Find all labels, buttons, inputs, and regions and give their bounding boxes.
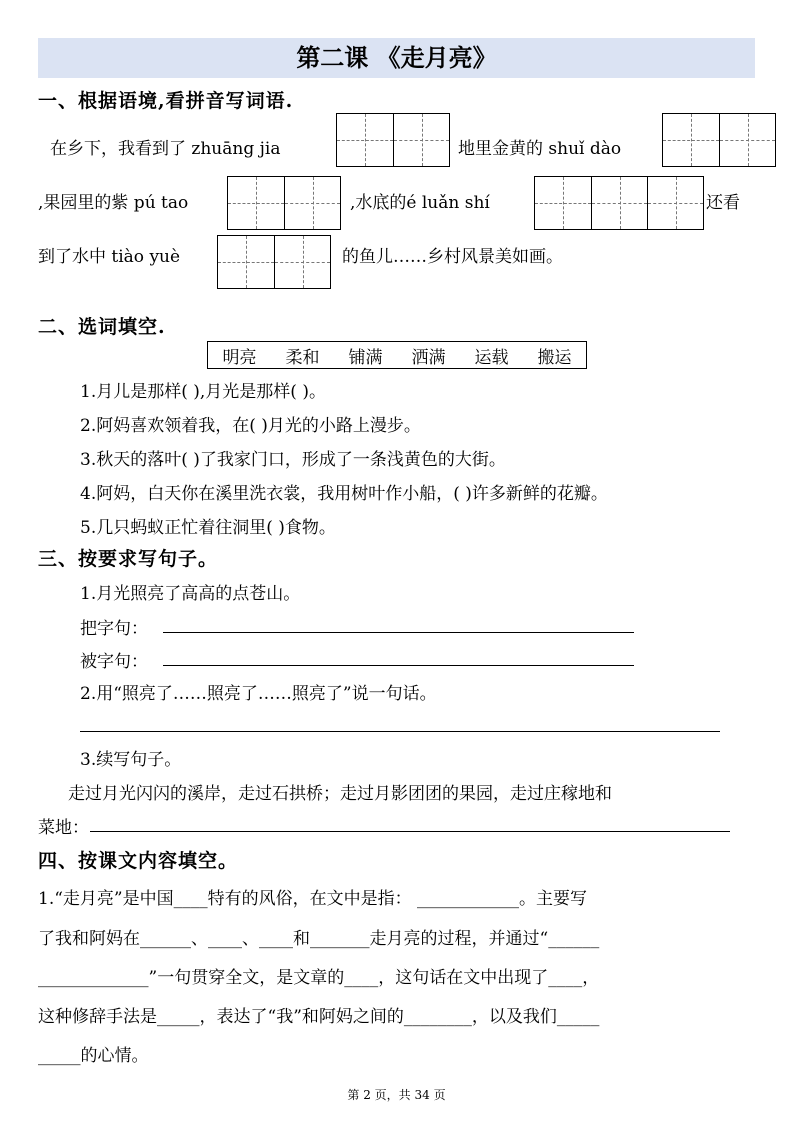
s4-line-1: 1.“走月亮”是中国____特有的风俗，在文中是指： ____________。主要写	[38, 889, 588, 909]
s3-q2: 2.用“照亮了……照亮了……照亮了”说一句话。	[80, 684, 437, 704]
s1-line2-c: 还看	[706, 193, 740, 213]
s4-line-3: _____________”一句贯穿全文，是文章的____，这句话在文中出现了____，	[38, 968, 600, 988]
pinyin-box-tiaoyue[interactable]	[217, 235, 331, 289]
char-cell[interactable]	[337, 114, 393, 166]
ba-label: 把字句：	[80, 619, 148, 639]
s2-item-4: 4.阿妈，白天你在溪里洗衣裳，我用树叶作小船，( )许多新鲜的花瓣。	[80, 484, 608, 504]
section1-heading: 一、根据语境,看拼音写词语.	[38, 90, 294, 112]
char-cell[interactable]	[218, 236, 274, 288]
s2-item-3: 3.秋天的落叶( )了我家门口，形成了一条浅黄色的大街。	[80, 450, 506, 470]
s3-q3: 3.续写句子。	[80, 750, 182, 770]
s1-line2-b: ,水底的é luǎn shí	[350, 193, 490, 213]
char-cell[interactable]	[719, 114, 775, 166]
s3-q3-text: 走过月光闪闪的溪岸，走过石拱桥；走过月影团团的果园，走过庄稼地和	[68, 784, 612, 804]
pinyin-box-shuidao[interactable]	[662, 113, 776, 167]
s4-line-5: _____的心情。	[38, 1046, 149, 1066]
section2-heading: 二、选词填空.	[38, 316, 166, 338]
pinyin-box-luanshi[interactable]	[534, 176, 704, 230]
bei-label: 被字句：	[80, 652, 148, 672]
word-bank-item: 铺满	[348, 347, 383, 368]
q3-answer-line[interactable]	[90, 831, 730, 832]
s4-line-2: 了我和阿妈在______、____、____和_______走月亮的过程，并通过“______	[38, 929, 600, 949]
pinyin-box-zhuangjia[interactable]	[336, 113, 450, 167]
word-bank	[207, 341, 587, 369]
char-cell[interactable]	[228, 177, 284, 229]
s3-q1: 1.月光照亮了高高的点苍山。	[80, 584, 301, 604]
char-cell[interactable]	[647, 177, 703, 229]
s1-line3-a: 到了水中 tiào yuè	[38, 247, 181, 267]
s1-line2-a: ,果园里的紫 pú tao	[38, 193, 189, 213]
s1-line1-b: 地里金黄的 shuǐ dào	[458, 139, 622, 159]
bei-answer-line[interactable]	[163, 665, 634, 666]
pinyin-box-putao[interactable]	[227, 176, 341, 230]
s3-q3-end: 菜地：	[38, 818, 89, 838]
word-bank-item: 柔和	[285, 347, 320, 368]
char-cell[interactable]	[663, 114, 719, 166]
char-cell[interactable]	[393, 114, 449, 166]
word-bank-item: 运载	[474, 347, 509, 368]
word-bank-item: 洒满	[411, 347, 446, 368]
page-title: 第二课 《走月亮》	[296, 43, 497, 72]
char-cell[interactable]	[591, 177, 647, 229]
char-cell[interactable]	[284, 177, 340, 229]
char-cell[interactable]	[274, 236, 330, 288]
s4-line-4: 这种修辞手法是_____，表达了“我”和阿妈之间的________，以及我们_____	[38, 1007, 600, 1027]
s1-line3-b: 的鱼儿……乡村风景美如画。	[342, 247, 563, 267]
s2-item-2: 2.阿妈喜欢领着我，在( )月光的小路上漫步。	[80, 416, 421, 436]
page-footer: 第 2 页，共 34 页	[347, 1088, 446, 1102]
s2-item-5: 5.几只蚂蚁正忙着往洞里( )食物。	[80, 518, 336, 538]
word-bank-item: 搬运	[537, 347, 572, 368]
section4-heading: 四、按课文内容填空。	[38, 850, 239, 872]
word-bank-item: 明亮	[222, 347, 257, 368]
q2-answer-line[interactable]	[80, 731, 720, 732]
s1-line1-a: 在乡下，我看到了 zhuāng jia	[50, 139, 281, 159]
s2-item-1: 1.月儿是那样( ),月光是那样( )。	[80, 382, 326, 402]
ba-answer-line[interactable]	[163, 632, 634, 633]
section3-heading: 三、按要求写句子。	[38, 548, 219, 570]
char-cell[interactable]	[535, 177, 591, 229]
